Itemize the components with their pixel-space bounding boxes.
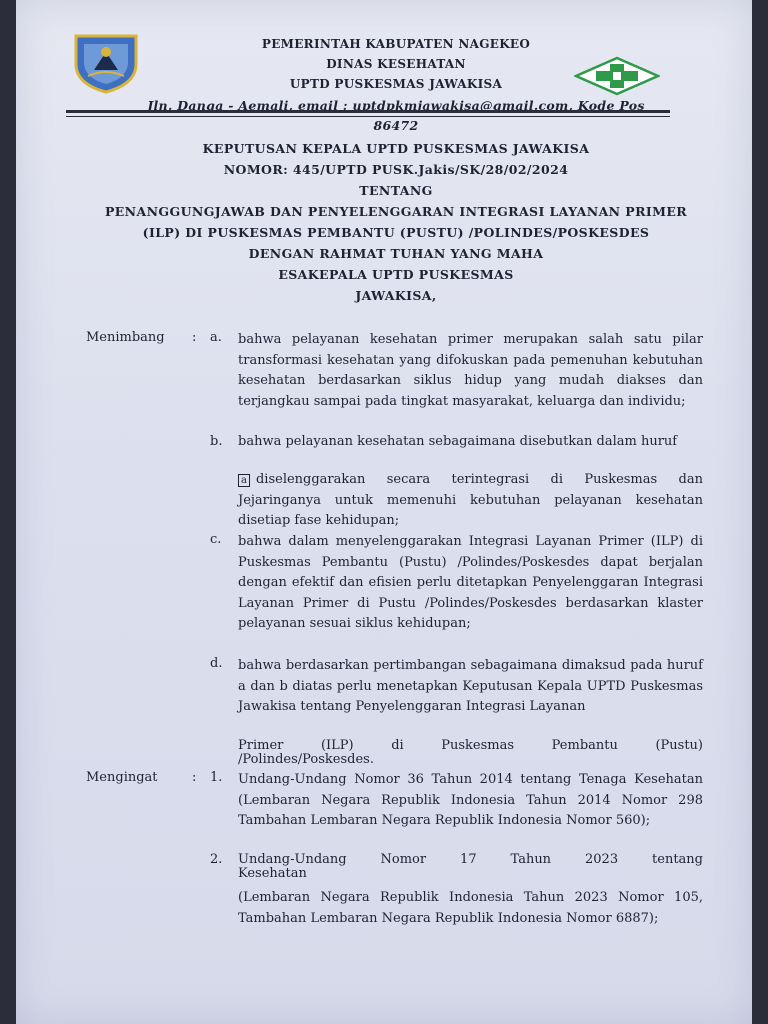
decree-tentang: TENTANG <box>359 183 433 198</box>
menimbang-item-b: bahwa pelayanan kesehatan sebagaimana disebutkan dalam huruf <box>238 434 678 449</box>
mengingat-colon: : <box>192 770 197 785</box>
mengingat-marker-2: 2. <box>210 852 223 867</box>
letterhead-rule-thin <box>66 116 670 117</box>
mengingat-item-1: Undang-Undang Nomor 36 Tahun 2014 tentang Tenaga Kesehatan (Lembaran Negara Republik Indonesia Tahun 2014 Nomor 298 Tambahan Lembaran Negara Republik Indonesia Nomor 560); <box>238 772 703 828</box>
letterhead-institution: UPTD PUSKESMAS JAWAKISA <box>289 77 503 91</box>
decree-preamble-2: ESAKEPALA UPTD PUSKESMAS <box>278 267 514 282</box>
mengingat-marker-1: 1. <box>210 770 223 785</box>
menimbang-marker-a: a. <box>210 330 222 345</box>
menimbang-colon: : <box>192 330 197 345</box>
mengingat-item-2: Undang-Undang Nomor 17 Tahun 2023 tentang <box>238 852 703 867</box>
letterhead-government: PEMERINTAH KABUPATEN NAGEKEO <box>261 37 531 51</box>
menimbang-item-c: bahwa dalam menyelenggarakan Integrasi Layanan Primer (ILP) di Puskesmas Pembantu (Pustu) /Polindes/Poskesdes dapat berjalan dengan efektif dan efisien perlu ditetapkan Penyelenggaran Integrasi Layanan Primer di Pustu /Polindes/Poskesdes berdasarkan klaster pelayanan sesuai siklus kehidupan; <box>238 534 703 631</box>
menimbang-item-b-sub-text: diselenggarakan secara terintegrasi di Puskesmas dan Jejaringanya untuk memenuhi kebutuhan pelayanan kesehatan disetiap fase kehidupan; <box>238 472 703 528</box>
menimbang-marker-b: b. <box>210 434 223 449</box>
document-page <box>16 0 752 1024</box>
letterhead-rule-thick <box>66 110 670 113</box>
menimbang-item-d-line2: Primer (ILP) di Puskesmas Pembantu (Pustu) <box>238 738 703 753</box>
menimbang-item-a: bahwa pelayanan kesehatan primer merupakan salah satu pilar transformasi kesehatan yang difokuskan pada pemenuhan kebutuhan kesehatan berdasarkan siklus hidup yang mudah diakses dan terjangkau sampai pada tingkat masyarakat, keluarga dan individu; <box>238 332 703 409</box>
decree-title: KEPUTUSAN KEPALA UPTD PUSKESMAS JAWAKISA <box>202 141 590 156</box>
menimbang-item-d-line3: /Polindes/Poskesdes. <box>238 752 374 767</box>
decree-subject-2: (ILP) DI PUSKESMAS PEMBANTU (PUSTU) /POLINDES/POSKESDES <box>142 225 650 240</box>
mengingat-label: Mengingat <box>86 770 158 785</box>
letterhead-department: DINAS KESEHATAN <box>326 57 466 71</box>
decree-subject-1: PENANGGUNGJAWAB DAN PENYELENGGARAN INTEGRASI LAYANAN PRIMER <box>104 204 688 219</box>
menimbang-marker-d: d. <box>210 656 223 671</box>
decree-number: NOMOR: 445/UPTD PUSK.Jakis/SK/28/02/2024 <box>223 162 569 177</box>
menimbang-item-d: bahwa berdasarkan pertimbangan sebagaimana dimaksud pada huruf a dan b diatas perlu menetapkan Keputusan Kepala UPTD Puskesmas Jawakisa tentang Penyelenggaran Integrasi Layanan <box>238 658 703 714</box>
kabupaten-crest-icon <box>70 30 142 94</box>
decree-preamble-3: JAWAKISA, <box>355 288 437 303</box>
menimbang-label: Menimbang <box>86 330 165 345</box>
letterhead-address: Jln. Danga - Aemali, email : uptdpkmjawakisa@gmail.com, Kode Pos 86472 <box>147 98 645 133</box>
decree-preamble-1: DENGAN RAHMAT TUHAN YANG MAHA <box>248 246 544 261</box>
sub-marker-a: a <box>238 474 250 487</box>
menimbang-marker-c: c. <box>210 532 222 547</box>
mengingat-item-2-line2: Kesehatan <box>238 866 307 881</box>
mengingat-item-2-line3: (Lembaran Negara Republik Indonesia Tahun 2023 Nomor 105, Tambahan Lembaran Negara Republik Indonesia Nomor 6887); <box>238 890 703 926</box>
decree-heading <box>86 138 706 306</box>
menimbang-item-b-continued <box>238 470 703 532</box>
health-cross-icon <box>574 56 660 96</box>
